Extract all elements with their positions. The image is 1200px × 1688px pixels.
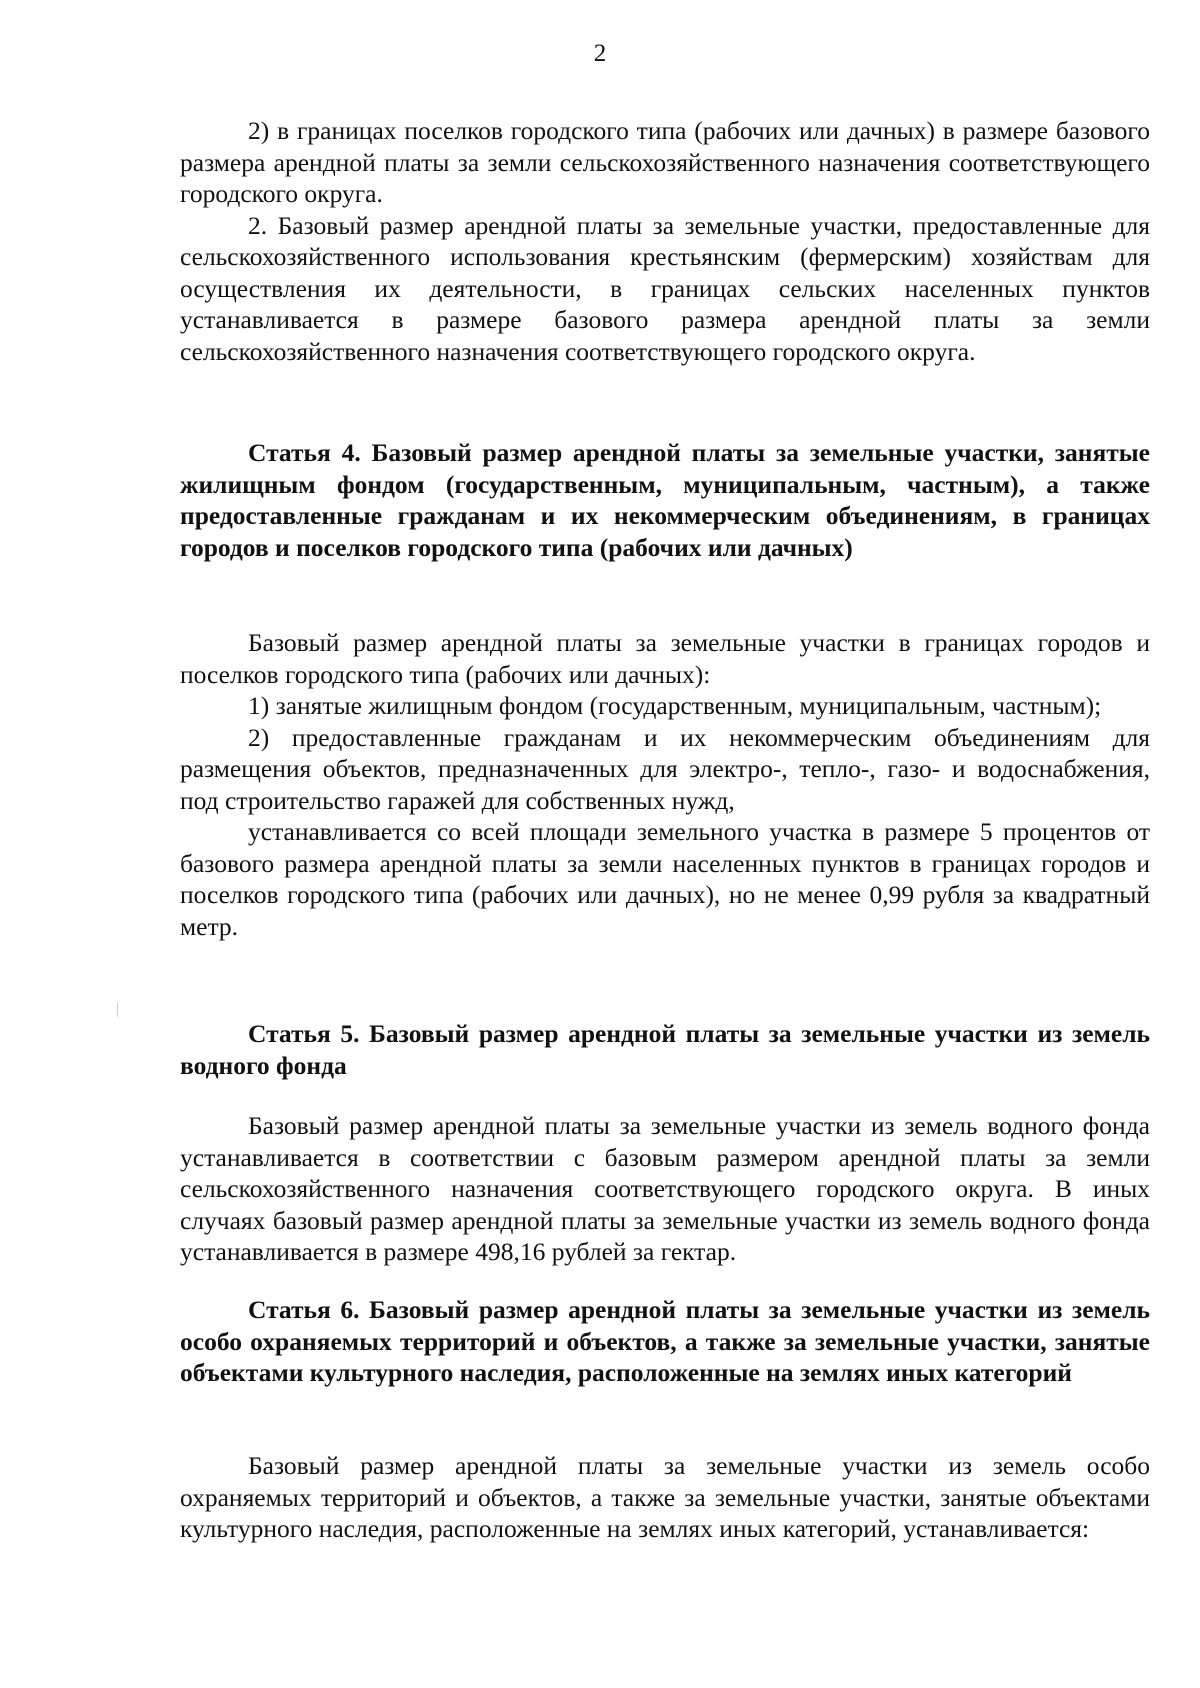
intro-item-2: 2) в границах поселков городского типа (рабочих или дачных) в размере базового размера арендной платы за земли сельскохозяйственного назначения соответствующего городского округа. xyxy=(180,116,1150,208)
article-4-item-1: 1) занятые жилищным фондом (государственным, муниципальным, частным); xyxy=(248,691,1102,720)
article-4-body xyxy=(180,627,1150,942)
article-5-title: Статья 5. Базовый размер арендной платы за земельные участки из земель водного фонда xyxy=(180,1019,1150,1080)
page-number: 2 xyxy=(593,40,607,67)
intro-paragraph-2: 2. Базовый размер арендной платы за земельные участки, предоставленные для сельскохозяйственного использования крестьянским (фермерским) хозяйствам для осуществления их деятельности, в границах сельских населенных пунктов устанавливается в размере базового размера арендной платы за земли сельскохозяйственного назначения соответствующего городского округа. xyxy=(180,210,1150,366)
article-4-conclusion: устанавливается со всей площади земельного участка в размере 5 процентов от базового размера арендной платы за земли населенных пунктов в границах городов и поселков городского типа (рабочих или дачных), но не менее 0,99 рубля за квадратный метр. xyxy=(180,817,1150,941)
article-6-body xyxy=(180,1450,1150,1545)
article-5-heading xyxy=(180,1018,1150,1081)
article-4-item-2: 2) предоставленные гражданам и их некоммерческим объединениям для размещения объектов, предназначенных для электро-, тепло-, газо- и водоснабжения, под строительство гаражей для собственных нужд, xyxy=(180,722,1150,815)
article-4-heading xyxy=(180,437,1150,563)
article-6-text: Базовый размер арендной платы за земельные участки из земель особо охраняемых территорий и объектов, а также за земельные участки, занятые объектами культурного наследия, расположенные на землях иных категорий, устанавливается: xyxy=(180,1451,1150,1543)
article-4-title: Статья 4. Базовый размер арендной платы за земельные участки, занятые жилищным фондом (государственным, муниципальным, частным), а также предоставленные гражданам и их некоммерческим объединениям, в границах городов и поселков городского типа (рабочих или дачных) xyxy=(180,438,1150,562)
scan-artifact xyxy=(117,1003,118,1017)
article-5-text: Базовый размер арендной платы за земельные участки из земель водного фонда устанавливается в соответствии с базовым размером арендной платы за земли сельскохозяйственного назначения соответствующего городского округа. В иных случаях базовый размер арендной платы за земельные участки из земель водного фонда устанавливается в размере 498,16 рублей за гектар. xyxy=(180,1111,1150,1266)
article-6-title: Статья 6. Базовый размер арендной платы за земельные участки из земель особо охраняемых территорий и объектов, а также за земельные участки, занятые объектами культурного наследия, расположенные на землях иных категорий xyxy=(180,1295,1150,1387)
article-4-intro: Базовый размер арендной платы за земельные участки в границах городов и поселков городского типа (рабочих или дачных): xyxy=(180,628,1150,689)
article-5-body xyxy=(180,1110,1150,1268)
intro-section xyxy=(180,115,1150,367)
article-6-heading xyxy=(180,1294,1150,1389)
